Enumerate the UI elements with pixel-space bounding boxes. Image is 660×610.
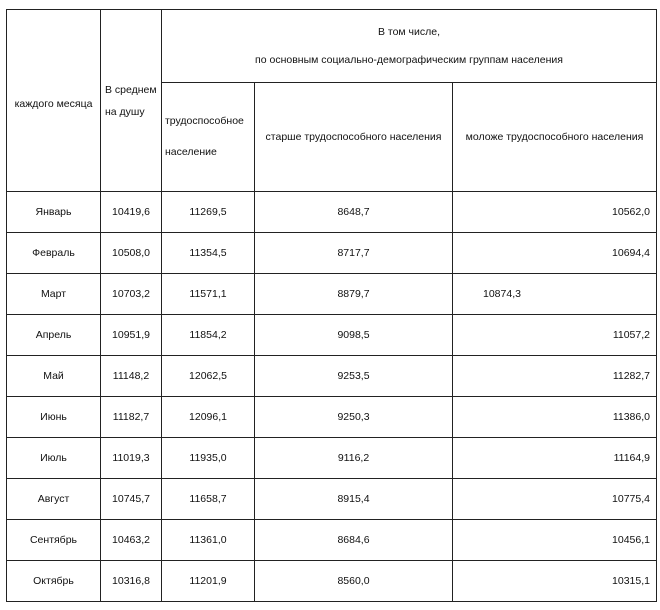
table-row (7, 356, 657, 397)
average-cell: 11148,2 (101, 356, 162, 397)
month-cell: Апрель (7, 315, 101, 356)
table-row (7, 438, 657, 479)
table-row (7, 561, 657, 602)
younger-cell: 11164,9 (453, 438, 657, 479)
table-row (7, 479, 657, 520)
working-age-cell: 11201,9 (162, 561, 255, 602)
table-row (7, 233, 657, 274)
month-cell: Август (7, 479, 101, 520)
working-age-cell: 11854,2 (162, 315, 255, 356)
working-age-label-line1: трудоспособное (165, 115, 244, 127)
working-age-column-header (162, 83, 255, 192)
older-cell: 9253,5 (255, 356, 453, 397)
average-cell: 10703,2 (101, 274, 162, 315)
header-row-1 (7, 10, 657, 83)
month-cell: Январь (7, 192, 101, 233)
older-column-header (255, 83, 453, 192)
average-cell: 10419,6 (101, 192, 162, 233)
older-cell: 8879,7 (255, 274, 453, 315)
month-cell: Июль (7, 438, 101, 479)
groups-title-line1: В том числе, (377, 26, 441, 38)
older-cell: 8915,4 (255, 479, 453, 520)
table-row (7, 274, 657, 315)
older-cell: 8684,6 (255, 520, 453, 561)
older-cell: 8560,0 (255, 561, 453, 602)
working-age-cell: 12096,1 (162, 397, 255, 438)
average-cell: 10463,2 (101, 520, 162, 561)
younger-cell: 10562,0 (453, 192, 657, 233)
older-column-label: старше трудоспособного населения (265, 131, 442, 143)
month-cell: Май (7, 356, 101, 397)
younger-cell: 11386,0 (453, 397, 657, 438)
younger-cell: 10874,3 (453, 274, 657, 315)
working-age-cell: 11354,5 (162, 233, 255, 274)
average-cell: 11019,3 (101, 438, 162, 479)
older-cell: 9116,2 (255, 438, 453, 479)
table-row (7, 315, 657, 356)
table-row (7, 397, 657, 438)
average-cell: 10508,0 (101, 233, 162, 274)
younger-cell: 11282,7 (453, 356, 657, 397)
month-cell: Сентябрь (7, 520, 101, 561)
younger-cell: 10775,4 (453, 479, 657, 520)
table-row (7, 520, 657, 561)
month-cell: Февраль (7, 233, 101, 274)
younger-cell: 10456,1 (453, 520, 657, 561)
average-cell: 10316,8 (101, 561, 162, 602)
groups-header (162, 10, 657, 83)
older-cell: 9250,3 (255, 397, 453, 438)
working-age-label-line2: население (165, 146, 217, 158)
working-age-cell: 11658,7 (162, 479, 255, 520)
younger-column-header (453, 83, 657, 192)
month-cell: Март (7, 274, 101, 315)
average-column-header (101, 10, 162, 192)
older-cell: 9098,5 (255, 315, 453, 356)
groups-title-line2: по основным социально-демографическим группам населения (255, 54, 563, 66)
working-age-cell: 11571,1 (162, 274, 255, 315)
younger-cell: 10315,1 (453, 561, 657, 602)
average-cell: 10951,9 (101, 315, 162, 356)
month-cell: Октябрь (7, 561, 101, 602)
average-cell: 11182,7 (101, 397, 162, 438)
working-age-cell: 11935,0 (162, 438, 255, 479)
average-column-label-line1: В среднем (105, 83, 157, 96)
younger-cell: 10694,4 (453, 233, 657, 274)
average-column-label-line2: на душу (105, 105, 145, 118)
subsistence-table (6, 9, 657, 602)
month-column-label: каждого месяца (14, 97, 93, 110)
younger-column-label: моложе трудоспособного населения (465, 131, 644, 143)
table-row (7, 192, 657, 233)
average-cell: 10745,7 (101, 479, 162, 520)
month-column-header (7, 10, 101, 192)
month-cell: Июнь (7, 397, 101, 438)
working-age-cell: 11269,5 (162, 192, 255, 233)
working-age-cell: 12062,5 (162, 356, 255, 397)
older-cell: 8648,7 (255, 192, 453, 233)
working-age-cell: 11361,0 (162, 520, 255, 561)
younger-cell: 11057,2 (453, 315, 657, 356)
older-cell: 8717,7 (255, 233, 453, 274)
